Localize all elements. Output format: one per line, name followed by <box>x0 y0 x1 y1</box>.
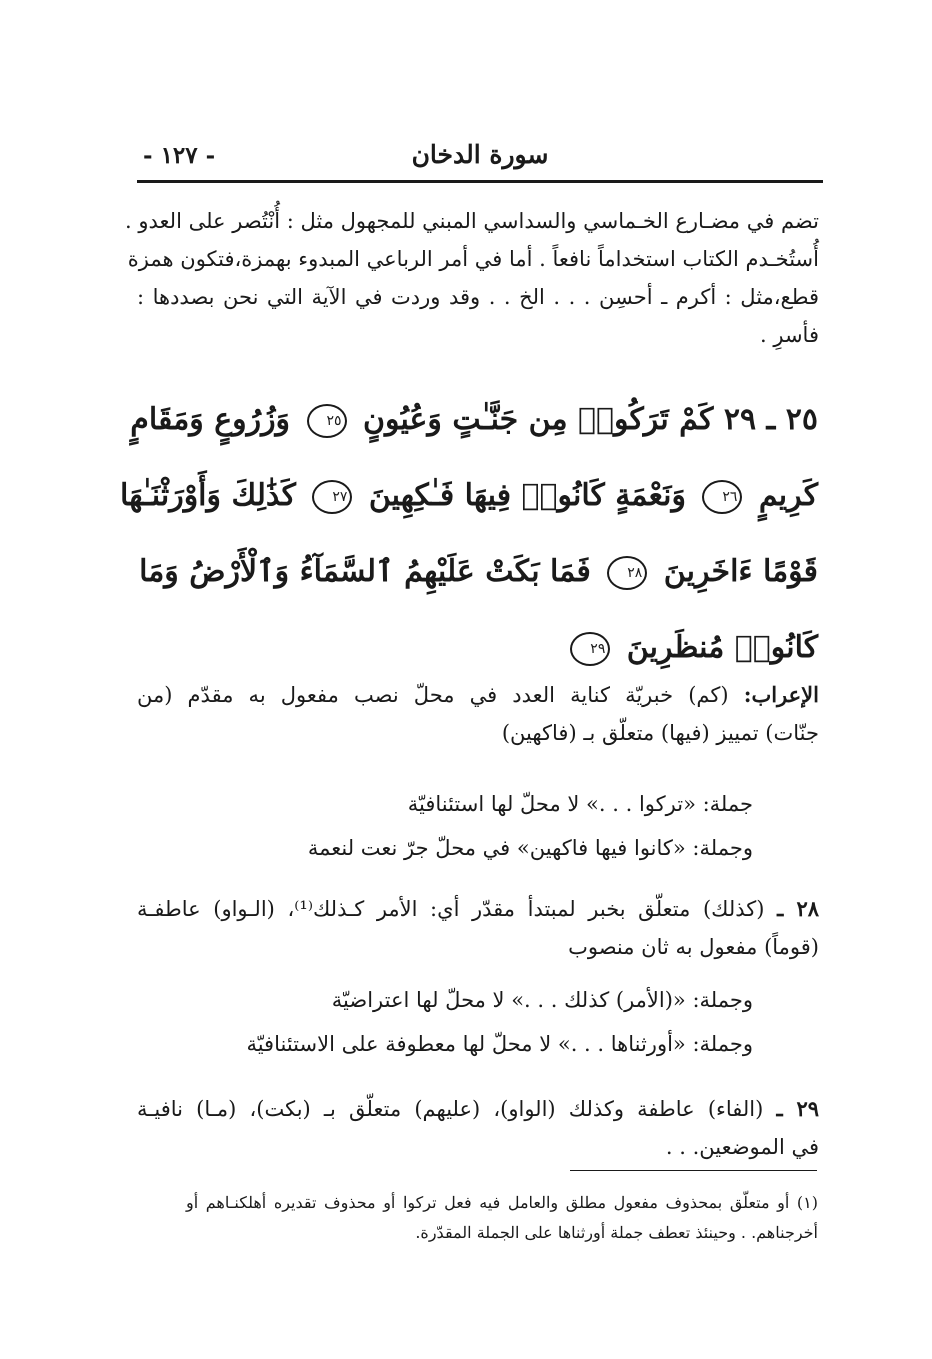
jumla-line: وجملة: «كانوا فيها فاكهين» في محلّ جرّ نعت لنعمة <box>307 836 753 860</box>
verse-text: وَزُرُوعٍ وَمَقَامٍ <box>130 402 291 437</box>
quran-verse-block <box>120 382 818 686</box>
verse-number: ٢٩ ـ <box>776 1096 819 1121</box>
footnote-divider <box>570 1170 817 1171</box>
verse-line <box>150 610 818 686</box>
irab-text: (كم) خبريّة كناية العدد في محلّ نصب مفعول به مقدّم (من <box>137 683 729 707</box>
verse-range-number: ٢٥ ـ ٢٩ <box>723 402 818 437</box>
surah-title: سورة الدخان <box>411 140 549 169</box>
ayah-number-marker: ٢٥ <box>307 404 347 438</box>
header-divider <box>137 180 823 183</box>
paragraph-text: (الفاء) عاطفة وكذلك (الواو)، (عليهم) متعلّق بـ (بكت)، (مـا) نافيـة <box>137 1097 764 1121</box>
jumla-line: جملة: «تركوا . . .» لا محلّ لها استئنافيّة <box>407 792 753 816</box>
page-number: - ١٢٧ - <box>143 142 216 169</box>
jumla-line: وجملة: «أورثناها . . .» لا محلّ لها معطوفة على الاستئنافيّة <box>246 1032 753 1056</box>
ayah-number-marker: ٢٩ <box>570 632 610 666</box>
verse-number: ٢٨ ـ <box>777 896 820 921</box>
footnote-line: أخرجناهم. . وحينئذ تعطف جملة أورثناها على الجملة المقدّرة. <box>415 1223 818 1242</box>
intro-paragraph <box>125 202 819 354</box>
footnote-line: (١) أو متعلّق بمحذوف مفعول مطلق والعامل فيه فعل تركوا أو محذوف تقديره أهلكنـاهم أو <box>186 1193 818 1212</box>
verse-text: كَمْ تَرَكُوا۟ مِن جَنَّـٰتٍ وَعُيُونٍ <box>362 402 714 437</box>
ayah-number-marker: ٢٨ <box>607 556 647 590</box>
ayah-number-marker: ٢٧ <box>312 480 352 514</box>
jumla-group <box>137 782 753 870</box>
verse-text: كَانُوا۟ مُنظَرِينَ <box>626 630 818 665</box>
verse-line <box>120 458 818 534</box>
verse-text: فَمَا بَكَتْ عَلَيْهِمُ ٱلسَّمَآءُ وَٱلْأَرْضُ وَمَا <box>139 554 591 589</box>
footnote <box>186 1188 818 1248</box>
irab-paragraph <box>137 676 819 752</box>
intro-line: قطع،مثل : أكرم ـ أحسِن . . . الخ . . وقد وردت في الآية التي نحن بصددها : <box>137 285 819 309</box>
paragraph-text: (كذلك) متعلّق بخبر لمبتدأ مقدّر أي: الأمر كـذلك⁽¹⁾، (الـواو) عاطفـة <box>137 897 765 921</box>
verse-text: كَرِيمٍ <box>758 478 818 513</box>
paragraph-line <box>137 890 819 928</box>
verse-29-paragraph <box>137 1090 819 1166</box>
jumla-group <box>137 978 753 1066</box>
verse-text: كَذَٰلِكَ وَأَوْرَثْنَـٰهَا <box>120 478 296 513</box>
irab-line: جنّات) تمييز (فيها) متعلّق بـ (فاكهين) <box>501 721 819 745</box>
verse-line <box>139 534 818 610</box>
intro-line: تضم في مضـارع الخـماسي والسداسي المبني للمجهول مثل : أُنْتُصر على العدو . <box>125 209 819 233</box>
page-header <box>137 140 823 182</box>
intro-line: أُستُخـدم الكتاب استخداماً نافعاً . أما في أمر الرباعي المبدوء بهمزة،فتكون همزة <box>127 247 819 271</box>
ayah-number-marker: ٢٦ <box>702 480 742 514</box>
jumla-line: وجملة: «(الأمر) كذلك . . .» لا محلّ لها اعتراضيّة <box>331 988 753 1012</box>
verse-line <box>130 382 818 458</box>
paragraph-line <box>137 1090 819 1128</box>
verse-28-paragraph <box>137 890 819 966</box>
verse-text: قَوْمًا ءَاخَرِينَ <box>663 554 818 589</box>
paragraph-line: (قوماً) مفعول به ثان منصوب <box>568 935 819 959</box>
irab-line <box>137 676 819 714</box>
verse-text: وَنَعْمَةٍ كَانُوا۟ فِيهَا فَـٰكِهِينَ <box>368 478 686 513</box>
intro-line: فأسرِ . <box>760 323 819 347</box>
irab-label: الإعراب: <box>743 682 819 707</box>
paragraph-line: في الموضعين. . . <box>665 1135 819 1159</box>
